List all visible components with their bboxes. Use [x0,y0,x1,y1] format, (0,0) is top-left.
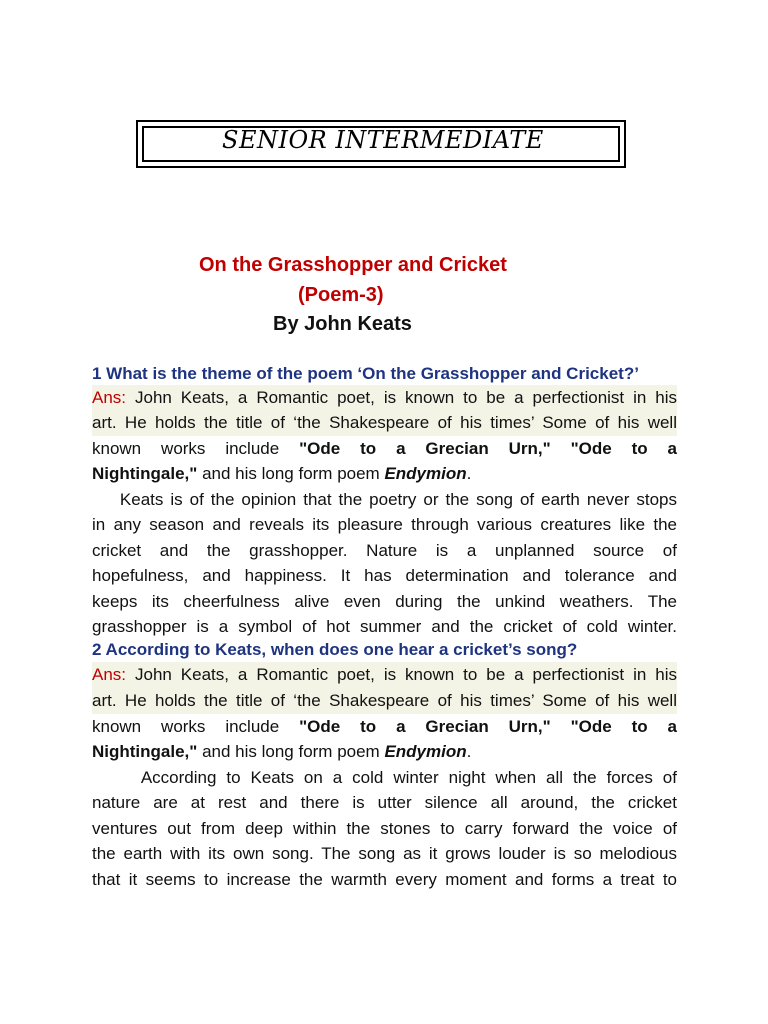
q2-answer-text: John Keats, a Romantic poet, is known to be a perfectionist in his [134,665,677,684]
q2-paragraph-line-2: nature are at rest and there is utter silence all around, the cricket [92,793,677,812]
q1-paragraph-line-3: cricket and the grasshopper. Nature is a unplanned source of [92,541,677,560]
q1-answer-line-4 [92,461,677,487]
q2-paragraph-line-4: the earth with its own song. The song as it grows louder is so melodious [92,844,677,863]
question-2: 2 According to Keats, when does one hear a cricket’s song? [92,640,578,659]
q1-answer-line-3 [92,436,677,462]
q2-work-nightingale: Nightingale," [92,742,198,761]
q1-paragraph-line-2: in any season and reveals its pleasure through various creatures like the [92,515,677,534]
q1-paragraph-line-5: keeps its cheerfulness alive even during the unkind weathers. The [92,592,677,611]
q2-works-titles: "Ode to a Grecian Urn," "Ode to a [299,717,677,736]
q2-work-endymion: Endymion [384,742,467,761]
q2-answer-line-1 [92,662,677,688]
poem-title: On the Grasshopper and Cricket [199,254,507,276]
q2-works-intro: known works include [92,717,300,736]
q2-paragraph-line-1: According to Keats on a cold winter night when all the forces of [92,768,677,787]
q1-answer-line-2: art. He holds the title of ‘the Shakespeare of his times’ Some of his well [92,410,677,436]
poem-number: (Poem-3) [298,284,384,306]
q1-answer-text: John Keats, a Romantic poet, is known to be a perfectionist in his [134,388,677,407]
q1-work-nightingale: Nightingale," [92,464,198,483]
q1-works-titles: "Ode to a Grecian Urn," "Ode to a [299,439,677,458]
q1-answer-line-1 [92,385,677,411]
q2-paragraph-line-5: that it seems to increase the warmth every moment and forms a treat to [92,870,677,889]
q2-paragraph-line-3: ventures out from deep within the stones to carry forward the voice of [92,819,677,838]
q2-answer-line-3 [92,714,677,740]
q2-answer-line-2: art. He holds the title of ‘the Shakespeare of his times’ Some of his well [92,688,677,714]
answer-label: Ans: [92,388,127,407]
q1-paragraph-line-1: Keats is of the opinion that the poetry or the song of earth never stops [92,490,677,509]
q1-works-intro: known works include [92,439,300,458]
q1-works-connector: and his long form poem [197,464,385,483]
q2-period: . [466,742,472,761]
q2-answer-line-4 [92,739,677,765]
question-1: 1 What is the theme of the poem ‘On the Grasshopper and Cricket?’ [92,364,639,383]
answer-label: Ans: [92,665,127,684]
q2-works-connector: and his long form poem [197,742,385,761]
banner-title: SENIOR INTERMEDIATE [222,126,544,154]
poem-author: By John Keats [273,313,412,335]
q1-paragraph-line-6: grasshopper is a symbol of hot summer and the cricket of cold winter. [92,617,677,636]
q1-work-endymion: Endymion [384,464,467,483]
q1-period: . [466,464,472,483]
q1-paragraph-line-4: hopefulness, and happiness. It has determination and tolerance and [92,566,677,585]
